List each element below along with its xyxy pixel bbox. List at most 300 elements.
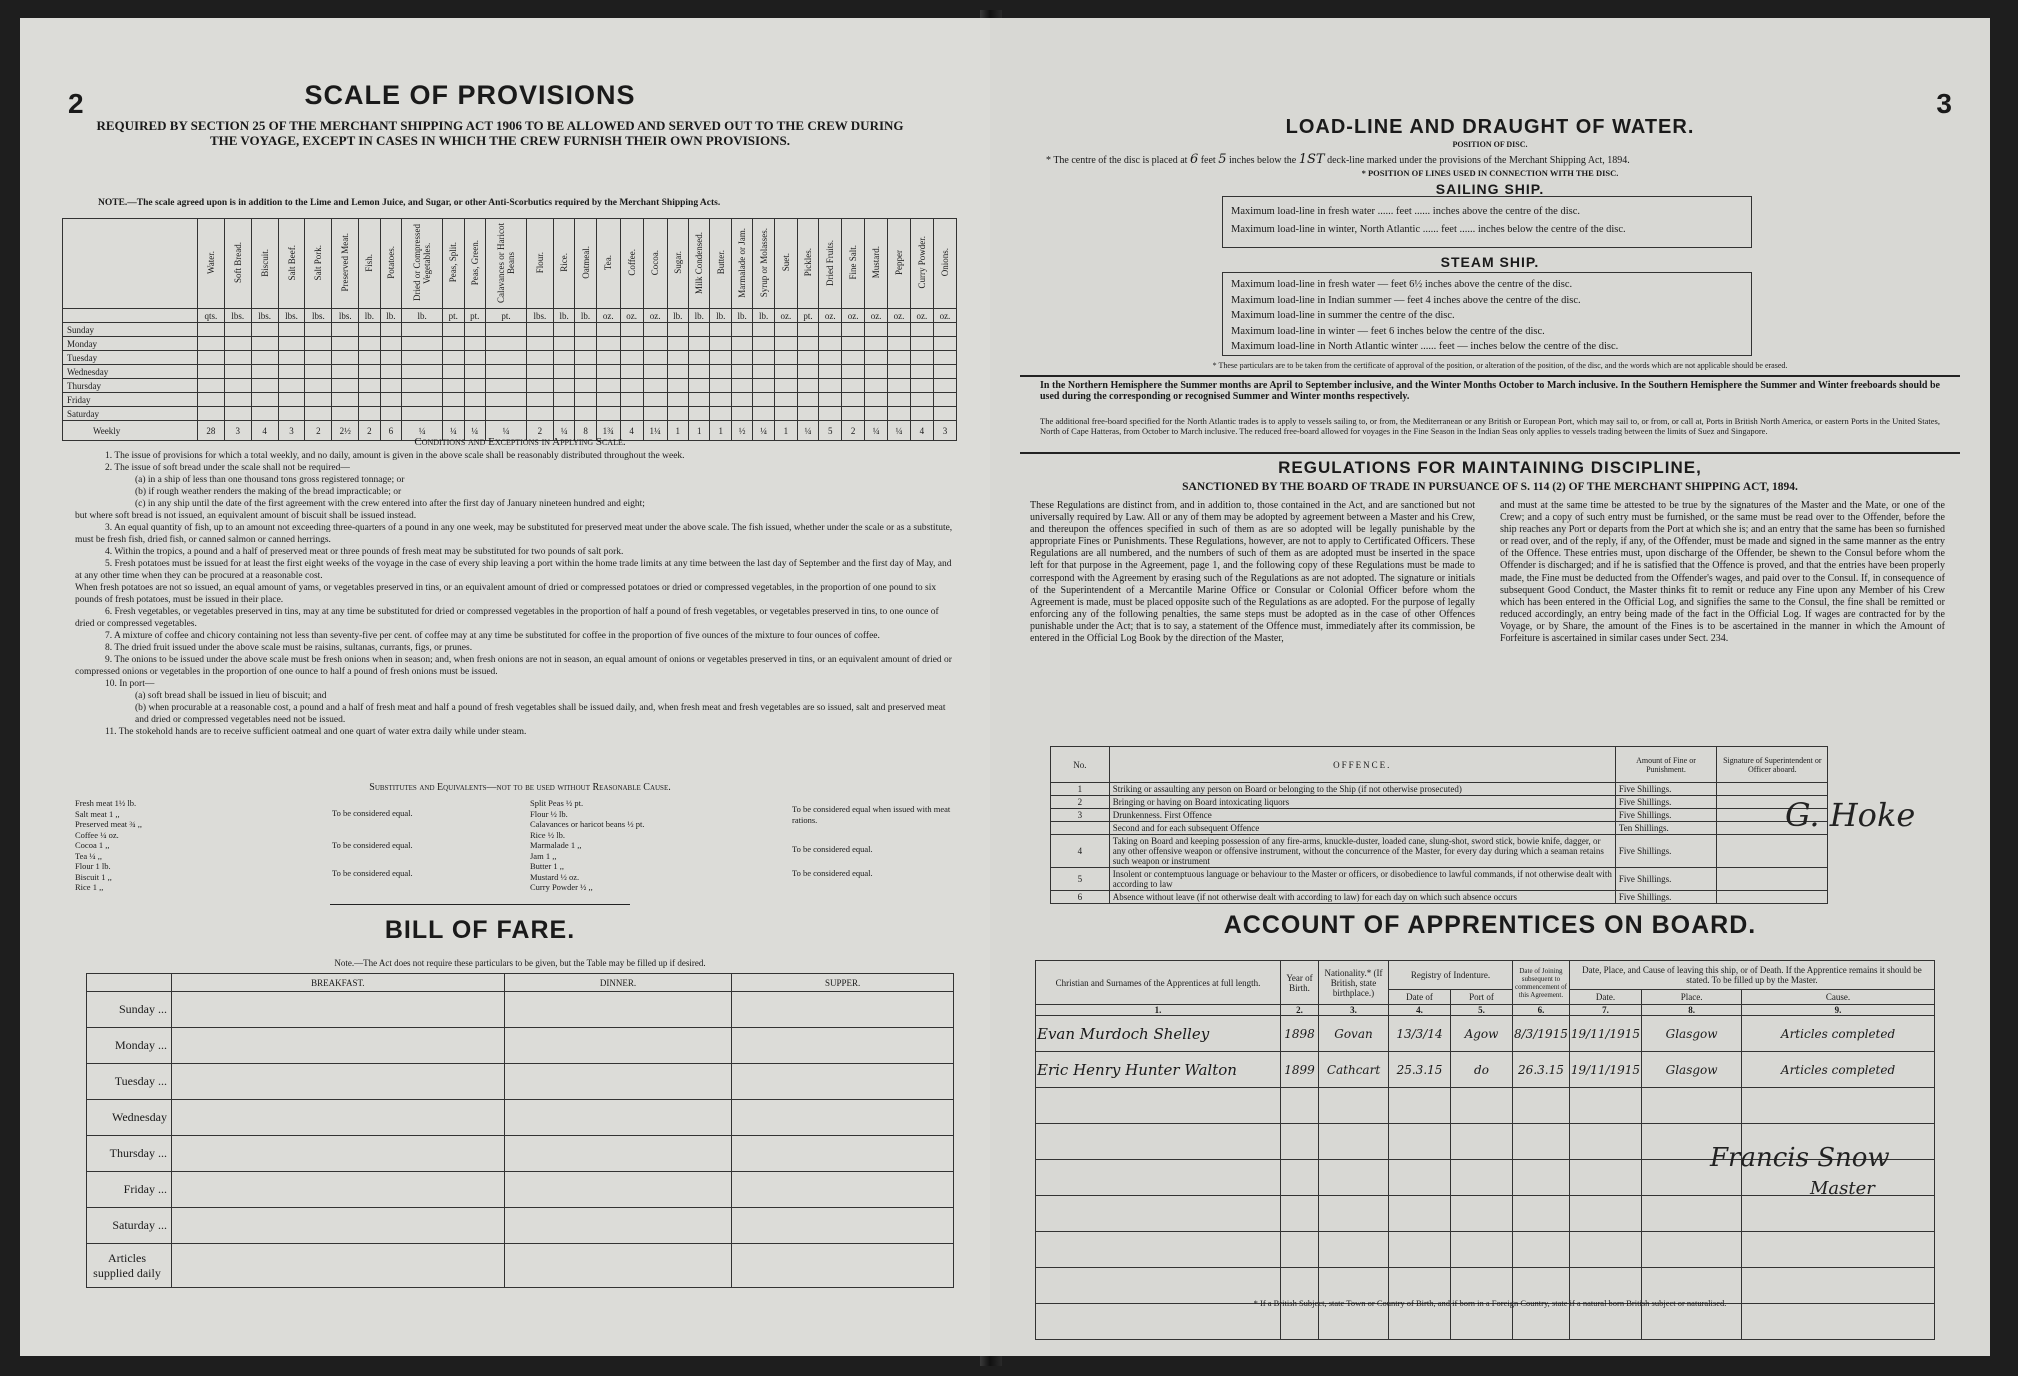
provision-day-cell xyxy=(731,323,752,337)
provision-col-label: Fish. xyxy=(364,253,375,272)
provision-day-label: Sunday xyxy=(63,323,198,337)
provision-day-cell xyxy=(486,323,527,337)
provision-col-header xyxy=(402,219,443,309)
provision-day-cell xyxy=(402,393,443,407)
provision-day-cell xyxy=(933,393,956,407)
provision-day-cell xyxy=(842,337,865,351)
provision-col-label: Biscuit. xyxy=(259,248,270,277)
substitute-left-item: Coffee ¼ oz. xyxy=(75,829,119,840)
apprentice-empty-cell xyxy=(1036,1196,1281,1232)
provision-day-cell xyxy=(888,351,911,365)
provision-day-cell xyxy=(842,351,865,365)
appr-col-number: 8. xyxy=(1642,1005,1742,1016)
provision-col-header xyxy=(464,219,485,309)
provision-day-cell xyxy=(620,407,643,421)
provision-day-cell xyxy=(797,393,818,407)
hemisphere-text: In the Northern Hemisphere the Summer months are April to September inclusive, and the Winter Months October to March inclusive. In the Southern Hemisphere the Summer and Winter freeboards should be used during the corresponding or recognised Summer and Winter months respectively. xyxy=(1040,380,1940,402)
provision-col-header xyxy=(753,219,774,309)
provision-day-cell xyxy=(774,365,797,379)
provision-day-cell xyxy=(402,407,443,421)
fare-cell xyxy=(732,1028,954,1064)
left-page xyxy=(20,18,990,1356)
provision-unit: oz. xyxy=(596,309,620,323)
provision-unit: lb. xyxy=(359,309,380,323)
weekly-value: 2½ xyxy=(332,421,359,441)
fare-cell xyxy=(504,1244,732,1288)
apprentice-empty-cell xyxy=(1742,1232,1935,1268)
provision-day-cell xyxy=(251,379,278,393)
provision-col-label: Potatoes. xyxy=(385,246,396,279)
provision-col-header xyxy=(553,219,574,309)
apprentice-row xyxy=(1036,1016,1935,1052)
provision-day-cell xyxy=(527,351,554,365)
weekly-value: 2 xyxy=(359,421,380,441)
provision-unit: pt. xyxy=(443,309,464,323)
offence-no: 4 xyxy=(1051,835,1110,868)
provision-unit: lb. xyxy=(753,309,774,323)
provision-col-header xyxy=(620,219,643,309)
condition-item: (a) in a ship of less than one thousand tons gross registered tonnage; or xyxy=(135,475,405,485)
offence-text: Striking or assaulting any person on Board or belonging to the Ship (if not otherwise prosecuted) xyxy=(1109,783,1615,796)
provision-day-cell xyxy=(753,351,774,365)
provision-day-cell xyxy=(774,393,797,407)
condition-item: 2. The issue of soft bread under the scale shall not be required— xyxy=(105,463,350,473)
weekly-value: ¼ xyxy=(865,421,888,441)
provision-day-cell xyxy=(251,337,278,351)
provision-day-row xyxy=(63,393,957,407)
apprentice-empty-cell xyxy=(1742,1088,1935,1124)
substitutes-right xyxy=(530,798,810,893)
provision-day-cell xyxy=(380,407,401,421)
provision-day-cell xyxy=(933,323,956,337)
provision-day-cell xyxy=(305,407,332,421)
provision-day-cell xyxy=(620,351,643,365)
provision-day-label: Saturday xyxy=(63,407,198,421)
provision-day-cell xyxy=(888,365,911,379)
steam-line: Maximum load-line in North Atlantic winter ...... feet — inches below the centre of the disc. xyxy=(1231,341,1619,352)
provision-unit: lb. xyxy=(553,309,574,323)
steam-ship-title: STEAM SHIP. xyxy=(1440,254,1540,270)
provision-day-cell xyxy=(305,365,332,379)
bill-of-fare-table xyxy=(86,973,954,1288)
provision-day-cell xyxy=(910,337,933,351)
condition-item: 10. In port— xyxy=(105,679,155,689)
provision-day-cell xyxy=(910,407,933,421)
provision-day-cell xyxy=(933,337,956,351)
provisions-note: NOTE.—The scale agreed upon is in addition to the Lime and Lemon Juice, and Sugar, or other Anti-Scorbutics required by the Merchant Shipping Acts. xyxy=(98,198,721,208)
weekly-value: 1 xyxy=(710,421,731,441)
provision-col-label: Curry Powder. xyxy=(916,236,927,289)
disc-line: * The centre of the disc is placed at 6 feet 5 inches below the 1ST deck-line marked under the provisions of the Merchant Shipping Act, 1894. xyxy=(1046,152,1630,167)
sailing-ship-box xyxy=(1222,196,1752,248)
provision-col-label: Coffee. xyxy=(626,249,637,276)
provision-day-cell xyxy=(910,323,933,337)
fare-row xyxy=(87,1064,954,1100)
provision-col-label: Tea. xyxy=(603,254,614,271)
apprentice-empty-row xyxy=(1036,1232,1935,1268)
provision-unit: lbs. xyxy=(278,309,305,323)
provision-day-cell xyxy=(575,365,596,379)
provision-col-header xyxy=(667,219,688,309)
provision-day-cell xyxy=(865,379,888,393)
provision-col-label: Dried Fruits. xyxy=(825,239,836,286)
sailing-lines xyxy=(1223,197,1751,245)
apprentice-empty-cell xyxy=(1642,1304,1742,1340)
provision-col-label: Salt Pork. xyxy=(313,244,324,281)
sub-note-r1: To be considered equal when issued with meat rations. xyxy=(792,804,951,825)
appr-col-number: 2. xyxy=(1281,1005,1319,1016)
substitute-left-item: Salt meat 1 ,, xyxy=(75,808,120,819)
provision-day-cell xyxy=(380,351,401,365)
provision-day-cell xyxy=(464,337,485,351)
apprentices-footnote: * If a British Subject, state Town or Country of Birth, and if born in a Foreign Country, state if a natural born British subject or naturalised. xyxy=(1253,1298,1727,1308)
provision-col-header xyxy=(596,219,620,309)
apprentice-indenture-date: 25.3.15 xyxy=(1389,1052,1451,1088)
offence-spare-cell xyxy=(1828,835,1950,868)
apprentice-empty-cell xyxy=(1281,1232,1319,1268)
provision-col-header xyxy=(731,219,752,309)
offence-text: Drunkenness. First Offence xyxy=(1109,809,1615,822)
provision-day-cell xyxy=(865,365,888,379)
provision-unit: lbs. xyxy=(224,309,251,323)
provision-day-cell xyxy=(819,337,842,351)
provision-day-cell xyxy=(278,407,305,421)
supper-header: SUPPER. xyxy=(732,974,954,992)
offence-text: Taking on Board and keeping possession of any fire-arms, knuckle-duster, loaded cane, slung-shot, sword stick, bowie knife, dagger, or any other offensive weapon or offensive instrument, without the concurrence of the Master, for every day during which a seaman retains such weapon or instrument xyxy=(1109,835,1615,868)
condition-item: (b) if rough weather renders the making of the bread impracticable; or xyxy=(135,487,402,497)
provision-day-cell xyxy=(464,323,485,337)
sailing-line: Maximum load-line in fresh water ...... feet ...... inches above the centre of the disc. xyxy=(1231,206,1581,217)
apprentice-empty-cell xyxy=(1451,1196,1513,1232)
provision-day-cell xyxy=(332,393,359,407)
weekly-value: 4 xyxy=(910,421,933,441)
weekly-value: ¼ xyxy=(464,421,485,441)
apprentice-empty-cell xyxy=(1742,1304,1935,1340)
apprentice-empty-cell xyxy=(1642,1088,1742,1124)
provision-unit: lbs. xyxy=(251,309,278,323)
provision-day-cell xyxy=(667,379,688,393)
provision-col-header xyxy=(910,219,933,309)
provision-col-label: Calavances or Haricot Beans xyxy=(496,222,516,303)
fare-day-label: Tuesday ... xyxy=(87,1064,172,1100)
apprentice-left-date: 19/11/1915 xyxy=(1569,1052,1641,1088)
appr-place-header: Place. xyxy=(1642,989,1742,1004)
provision-unit: oz. xyxy=(643,309,667,323)
condition-item: When fresh potatoes are not so issued, an equal amount of yams, or vegetables preserved in tins, or an equivalent amount of dried or compressed potatoes or dried or compressed vegetables, in the proportion of one pound to six pounds of fresh potatoes, must be issued in their place. xyxy=(75,583,937,605)
weekly-value: ¼ xyxy=(888,421,911,441)
provision-day-cell xyxy=(710,365,731,379)
offence-signature-cell xyxy=(1717,835,1828,868)
condition-item: (c) in any ship until the date of the first agreement with the crew entered into after the first day of January nineteen hundred and eight; xyxy=(135,499,645,509)
provision-unit: lb. xyxy=(731,309,752,323)
provision-day-cell xyxy=(620,337,643,351)
page-number-left: 2 xyxy=(68,88,84,119)
offence-spare-cell xyxy=(1828,868,1950,891)
apprentice-name: Evan Murdoch Shelley xyxy=(1036,1016,1281,1052)
offence-fine: Five Shillings. xyxy=(1615,809,1716,822)
steam-lines xyxy=(1223,273,1751,359)
provision-day-cell xyxy=(486,365,527,379)
provision-day-cell xyxy=(710,323,731,337)
provision-day-cell xyxy=(198,351,225,365)
provision-day-cell xyxy=(198,407,225,421)
apprentice-empty-cell xyxy=(1513,1088,1570,1124)
provision-col-label: Preserved Meat. xyxy=(340,233,351,292)
provision-day-cell xyxy=(359,365,380,379)
freeboard-text: The additional free-board specified for the North Atlantic trades is to apply to vessels sailing to, or from, the Mediterranean or any British or European Port, which may sail to, or from, or call at, Ports in British North America, or eastern Ports in the United States, North of Cape Hatteras, from October to March inclusive. The reduced free-board allowed for voyages in the Fine Season in the Indian Seas only applies to vessels trading between the limits of Suez and Singapore. xyxy=(1040,416,1940,436)
weekly-value: 1¼ xyxy=(643,421,667,441)
provision-col-header xyxy=(933,219,956,309)
provision-day-cell xyxy=(443,393,464,407)
provision-day-cell xyxy=(464,379,485,393)
provision-day-cell xyxy=(643,407,667,421)
provision-col-label: Marmalade or Jam. xyxy=(737,227,748,298)
appr-indenture-date-header: Date of xyxy=(1389,989,1451,1004)
apprentice-empty-cell xyxy=(1036,1160,1281,1196)
offence-spare-header xyxy=(1828,747,1950,783)
provision-day-cell xyxy=(278,323,305,337)
apprentice-empty-row xyxy=(1036,1196,1935,1232)
provision-day-cell xyxy=(643,393,667,407)
provision-day-cell xyxy=(380,379,401,393)
weekly-value: 1¾ xyxy=(596,421,620,441)
apprentice-empty-cell xyxy=(1389,1160,1451,1196)
provision-col-label: Pepper xyxy=(893,250,904,275)
disc-text: * The centre of the disc is placed at xyxy=(1046,155,1188,166)
apprentice-joined: 26.3.15 xyxy=(1513,1052,1570,1088)
provision-day-cell xyxy=(620,393,643,407)
provision-day-label: Tuesday xyxy=(63,351,198,365)
provision-day-cell xyxy=(643,365,667,379)
provision-col-label: Water. xyxy=(205,250,216,274)
right-page xyxy=(990,18,1990,1356)
sub-note-r2: To be considered equal. xyxy=(792,844,873,854)
substitute-left-item: Biscuit 1 ,, xyxy=(75,871,112,882)
provision-day-cell xyxy=(753,365,774,379)
provision-day-cell xyxy=(553,337,574,351)
provision-col-header xyxy=(689,219,710,309)
weekly-value: 3 xyxy=(933,421,956,441)
appr-indenture-header: Registry of Indenture. xyxy=(1389,961,1513,990)
provision-unit: oz. xyxy=(620,309,643,323)
provision-day-cell xyxy=(251,323,278,337)
sub-note-l1: To be considered equal. xyxy=(332,808,413,818)
provision-day-cell xyxy=(443,379,464,393)
provision-day-cell xyxy=(797,365,818,379)
provision-day-cell xyxy=(596,365,620,379)
provision-day-cell xyxy=(865,351,888,365)
provision-col-label: Syrup or Molasses. xyxy=(758,227,769,298)
apprentice-empty-cell xyxy=(1569,1088,1641,1124)
provision-day-cell xyxy=(888,407,911,421)
apprentice-empty-cell xyxy=(1569,1160,1641,1196)
apprentice-cause: Articles completed xyxy=(1742,1016,1935,1052)
provision-day-cell xyxy=(575,393,596,407)
provision-col-label: Soft Bread. xyxy=(232,242,243,283)
disc-feet: 6 xyxy=(1189,152,1199,167)
provision-day-cell xyxy=(553,379,574,393)
provision-day-cell xyxy=(910,379,933,393)
condition-item: (b) when procurable at a reasonable cost, a pound and a half of fresh meat and half a pound of fresh vegetables shall be issued daily, and, when fresh meat and fresh vegetables are so issued, salt and preserved meat and dried or compressed vegetables need not be issued. xyxy=(135,703,946,725)
provision-unit: lb. xyxy=(575,309,596,323)
provision-day-cell xyxy=(527,393,554,407)
provision-day-cell xyxy=(486,351,527,365)
substitute-right-item: Calavances or haricot beans ½ pt. xyxy=(530,819,645,829)
offence-fine: Five Shillings. xyxy=(1615,783,1716,796)
weekly-value: 4 xyxy=(251,421,278,441)
provision-day-cell xyxy=(753,407,774,421)
apprentice-year: 1898 xyxy=(1281,1016,1319,1052)
provision-col-header xyxy=(819,219,842,309)
provision-day-cell xyxy=(731,379,752,393)
provision-day-cell xyxy=(643,351,667,365)
sub-note-l2: To be considered equal. xyxy=(332,840,413,850)
fare-cell xyxy=(732,1136,954,1172)
apprentice-empty-cell xyxy=(1389,1304,1451,1340)
apprentice-empty-cell xyxy=(1451,1088,1513,1124)
offence-no: 6 xyxy=(1051,891,1110,904)
provision-day-cell xyxy=(553,365,574,379)
substitute-right-item: Curry Powder ½ ,, xyxy=(530,882,593,892)
provision-day-cell xyxy=(224,351,251,365)
apprentice-empty-cell xyxy=(1319,1232,1389,1268)
units-row-label xyxy=(63,309,198,323)
provision-day-cell xyxy=(797,407,818,421)
weekly-value: ½ xyxy=(731,421,752,441)
provision-day-cell xyxy=(332,351,359,365)
provision-day-cell xyxy=(842,407,865,421)
fare-note: Note.—The Act does not require these particulars to be given, but the Table may be filled up if desired. xyxy=(334,958,706,968)
provision-day-cell xyxy=(443,323,464,337)
apprentices-title: ACCOUNT OF APPRENTICES ON BOARD. xyxy=(1223,911,1757,939)
apprentice-empty-cell xyxy=(1036,1088,1281,1124)
provision-day-cell xyxy=(251,351,278,365)
provision-day-cell xyxy=(402,379,443,393)
regulations-subtitle: SANCTIONED BY THE BOARD OF TRADE IN PURSUANCE OF S. 114 (2) OF THE MERCHANT SHIPPING ACT, 1894. xyxy=(1182,481,1798,493)
provision-day-cell xyxy=(842,323,865,337)
provision-day-cell xyxy=(305,323,332,337)
master-title: Master xyxy=(1810,1178,1875,1199)
provision-day-cell xyxy=(710,379,731,393)
offence-fine: Five Shillings. xyxy=(1615,835,1716,868)
weekly-value: 2 xyxy=(527,421,554,441)
provision-day-cell xyxy=(486,337,527,351)
substitute-right-item: Butter 1 ,, xyxy=(530,861,564,871)
provision-day-cell xyxy=(443,337,464,351)
provision-day-cell xyxy=(359,351,380,365)
provision-day-cell xyxy=(575,407,596,421)
appr-col-number: 1. xyxy=(1036,1005,1281,1016)
provision-day-cell xyxy=(575,337,596,351)
apprentice-empty-cell xyxy=(1319,1160,1389,1196)
loadline-title: LOAD-LINE AND DRAUGHT OF WATER. xyxy=(1285,116,1695,138)
provision-day-label: Wednesday xyxy=(63,365,198,379)
provision-day-cell xyxy=(553,407,574,421)
weekly-value: ¼ xyxy=(797,421,818,441)
apprentice-empty-cell xyxy=(1569,1232,1641,1268)
weekly-value: ¼ xyxy=(753,421,774,441)
fare-day-label: Saturday ... xyxy=(87,1208,172,1244)
regulations-col2: and must at the same time be attested to be true by the signatures of the Master and the Mate, or one of the Crew; and a copy of such entry must be furnished, or the same must be read over to the Offender, before the ship reaches any Port or departs from the Port at which she is; and an entry that the same has been so furnished or read over, and of the reply, if any, of the Offender, must be made and signed in the same manner as the entry of the Offence. These entries must, upon discharge of the Offender, be shewn to the Consul before whom the Offender is discharged; and if he is satisfied that the Offence is proved, and that the entries have been properly made, the Fine must be deducted from the Offender's wages, and paid over to the Consul. If, in consequence of subsequent Good Conduct, the Master thinks fit to remit or reduce any Fine upon any Member of his Crew which has been entered in the Official Log, and signifies the same to the Consul, the fine shall be remitted or reduced accordingly, an entry being made of the fact in the Official Log. If wages are contracted for by the Voyage, or by Share, the amount of the Fines is to be ascertained in the manner in which the Amount of Forfeiture is ascertained in similar cases under Sect. 234. xyxy=(1500,500,1945,645)
fare-cell xyxy=(172,1100,505,1136)
provision-day-cell xyxy=(278,379,305,393)
provision-col-header xyxy=(865,219,888,309)
condition-item: 11. The stokehold hands are to receive sufficient oatmeal and one quart of water extra daily while under steam. xyxy=(105,727,527,737)
provision-col-label: Onions. xyxy=(939,248,950,277)
provision-col-label: Pickles. xyxy=(803,248,814,277)
position-of-disc: POSITION OF DISC. xyxy=(1452,140,1528,149)
provisions-table xyxy=(62,218,957,441)
offence-text: Absence without leave (if not otherwise dealt with according to law) for each day on which such absence occurs xyxy=(1109,891,1615,904)
provision-day-cell xyxy=(819,393,842,407)
provision-day-cell xyxy=(689,407,710,421)
apprentice-empty-cell xyxy=(1036,1232,1281,1268)
provision-day-cell xyxy=(643,323,667,337)
provision-day-cell xyxy=(380,393,401,407)
provision-day-cell xyxy=(224,337,251,351)
apprentice-indenture-date: 13/3/14 xyxy=(1389,1016,1451,1052)
weekly-value: 2 xyxy=(842,421,865,441)
provision-col-header xyxy=(842,219,865,309)
offence-row xyxy=(1051,868,1950,891)
provision-unit: oz. xyxy=(819,309,842,323)
offence-fine: Five Shillings. xyxy=(1615,796,1716,809)
provision-day-cell xyxy=(224,365,251,379)
weekly-value: 6 xyxy=(380,421,401,441)
provision-day-cell xyxy=(198,379,225,393)
provision-day-cell xyxy=(359,337,380,351)
provision-col-label: Rice. xyxy=(559,253,570,272)
apprentice-empty-cell xyxy=(1281,1160,1319,1196)
substitute-left-item: Flour 1 lb. xyxy=(75,861,111,871)
provision-day-cell xyxy=(464,365,485,379)
provision-day-cell xyxy=(888,379,911,393)
weekly-value: 1 xyxy=(689,421,710,441)
fare-row xyxy=(87,1136,954,1172)
weekly-value: 8 xyxy=(575,421,596,441)
provision-day-cell xyxy=(527,365,554,379)
apprentice-empty-cell xyxy=(1389,1196,1451,1232)
provision-day-cell xyxy=(596,323,620,337)
weekly-value: 1 xyxy=(774,421,797,441)
provision-day-cell xyxy=(596,337,620,351)
apprentice-empty-cell xyxy=(1319,1196,1389,1232)
provision-day-cell xyxy=(819,407,842,421)
substitute-right-item: Mustard ½ oz. xyxy=(530,871,580,882)
provision-col-label: Dried or Compressed Vegetables. xyxy=(412,224,433,301)
provision-day-cell xyxy=(305,351,332,365)
apprentice-empty-cell xyxy=(1513,1304,1570,1340)
fare-cell xyxy=(732,1100,954,1136)
appr-leaving-header: Date, Place, and Cause of leaving this ship, or of Death. If the Apprentice remains it should be stated. To be filled up by the Master. xyxy=(1569,961,1934,990)
disc-deck: 1ST xyxy=(1298,152,1325,167)
provision-col-header xyxy=(443,219,464,309)
weekly-label: Weekly xyxy=(63,421,198,441)
provision-day-cell xyxy=(251,407,278,421)
provision-day-cell xyxy=(710,337,731,351)
provision-col-header xyxy=(486,219,527,309)
provision-day-cell xyxy=(774,379,797,393)
provision-day-cell xyxy=(797,337,818,351)
apprentice-nationality: Govan xyxy=(1319,1016,1389,1052)
apprentice-empty-cell xyxy=(1569,1124,1641,1160)
offence-no: 2 xyxy=(1051,796,1110,809)
apprentice-empty-cell xyxy=(1451,1160,1513,1196)
provision-day-cell xyxy=(865,407,888,421)
provision-col-label: Mustard. xyxy=(871,246,882,279)
provision-day-cell xyxy=(689,351,710,365)
apprentice-empty-cell xyxy=(1036,1124,1281,1160)
